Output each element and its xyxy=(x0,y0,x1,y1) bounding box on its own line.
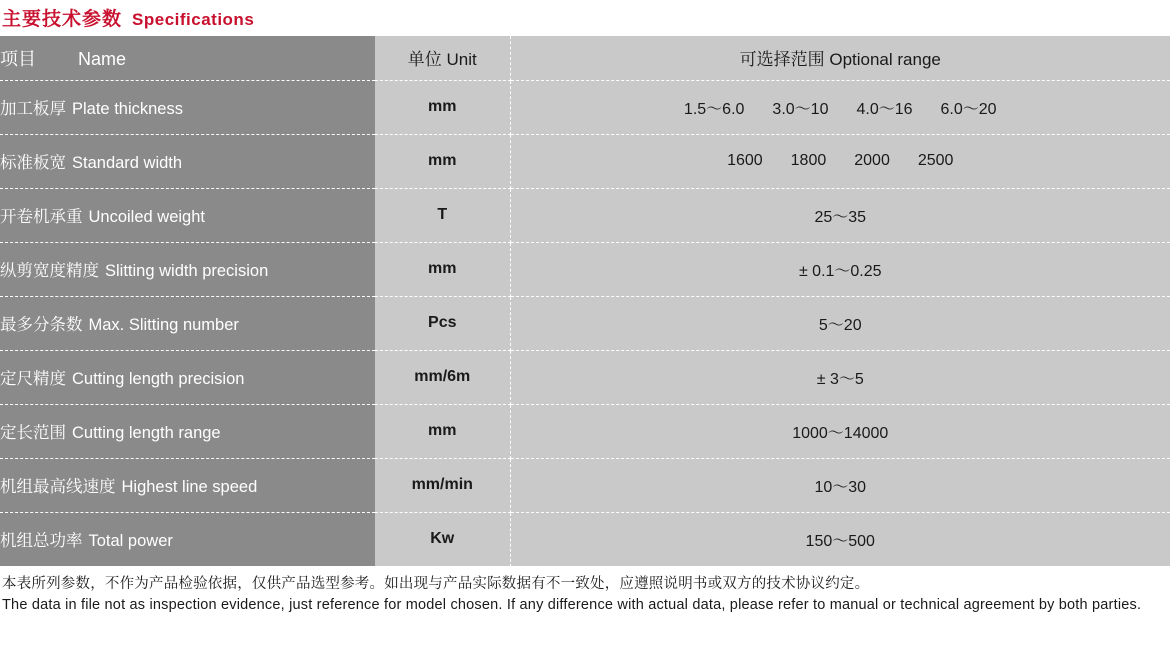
row-name-cn: 机组最高线速度 xyxy=(0,478,116,496)
row-name-cn: 标准板宽 xyxy=(0,154,66,172)
row-name-en: Uncoiled weight xyxy=(88,208,205,226)
range-value: 10～30 xyxy=(814,478,867,496)
table-row xyxy=(0,458,1170,512)
row-name-cn: 定长范围 xyxy=(0,424,66,442)
table-row xyxy=(0,350,1170,404)
table-row xyxy=(0,242,1170,296)
range-value: 25～35 xyxy=(814,208,867,226)
row-unit-cell: mm/6m xyxy=(375,350,510,404)
page-title-en: Specifications xyxy=(132,10,255,29)
row-unit-cell: T xyxy=(375,188,510,242)
header-range-en: Optional range xyxy=(829,50,941,70)
header-cell-range xyxy=(510,36,1170,80)
row-name-cell xyxy=(0,458,375,512)
range-value: 1000～14000 xyxy=(792,424,889,442)
row-name-en: Highest line speed xyxy=(121,478,258,496)
row-name-cn: 机组总功率 xyxy=(0,532,83,550)
range-value: ± 3～5 xyxy=(816,370,864,388)
row-name-en: Slitting width precision xyxy=(105,262,269,280)
header-name-cn: 项目 xyxy=(0,48,36,69)
table-row xyxy=(0,134,1170,188)
row-range-values xyxy=(511,152,1170,170)
table-row xyxy=(0,512,1170,566)
page-title-cn: 主要技术参数 xyxy=(2,9,123,30)
header-cell-unit xyxy=(375,36,510,80)
row-range-values xyxy=(511,258,1170,281)
range-value: 150～500 xyxy=(805,532,875,550)
row-name-en: Plate thickness xyxy=(72,100,183,118)
row-name-cn: 最多分条数 xyxy=(0,316,83,334)
row-name-cell xyxy=(0,80,375,134)
header-cell-name xyxy=(0,36,375,80)
row-range-values xyxy=(511,420,1170,443)
row-name-en: Cutting length range xyxy=(72,424,221,442)
header-range-cn: 可选择范围 xyxy=(739,50,825,70)
footnote xyxy=(0,567,1170,616)
row-range-cell xyxy=(510,350,1170,404)
row-unit-cell: mm/min xyxy=(375,458,510,512)
range-value: 1800 xyxy=(790,152,827,169)
row-range-cell xyxy=(510,80,1170,134)
row-range-cell xyxy=(510,188,1170,242)
row-name-cn: 加工板厚 xyxy=(0,100,66,118)
row-name-en: Cutting length precision xyxy=(72,370,245,388)
range-value: 2000 xyxy=(854,152,890,169)
range-value: 1600 xyxy=(727,152,763,169)
row-name-cell xyxy=(0,296,375,350)
row-range-values xyxy=(511,366,1170,389)
row-range-cell xyxy=(510,296,1170,350)
range-value: 3.0～10 xyxy=(772,100,829,118)
row-name-cn: 开卷机承重 xyxy=(0,208,83,226)
row-range-cell xyxy=(510,458,1170,512)
row-range-cell xyxy=(510,134,1170,188)
range-value: 6.0～20 xyxy=(940,100,997,118)
row-name-cell xyxy=(0,404,375,458)
table-row xyxy=(0,188,1170,242)
header-unit-en: Unit xyxy=(446,50,477,70)
row-name-cn: 纵剪宽度精度 xyxy=(0,262,99,280)
row-range-cell xyxy=(510,512,1170,566)
range-value: 5～20 xyxy=(818,316,862,334)
row-range-values xyxy=(511,474,1170,497)
row-name-cell xyxy=(0,134,375,188)
row-unit-cell: Pcs xyxy=(375,296,510,350)
range-value: ± 0.1～0.25 xyxy=(798,262,882,280)
row-unit-cell: mm xyxy=(375,242,510,296)
row-name-en: Standard width xyxy=(72,154,183,172)
page-title xyxy=(0,0,1170,36)
row-name-cell xyxy=(0,350,375,404)
table-body xyxy=(0,36,1170,566)
row-name-en: Max. Slitting number xyxy=(88,316,239,334)
row-name-cell xyxy=(0,188,375,242)
header-unit-cn: 单位 xyxy=(407,50,442,70)
range-value: 2500 xyxy=(917,152,954,169)
row-unit-cell: mm xyxy=(375,80,510,134)
row-name-en: Total power xyxy=(88,532,173,550)
header-name-en: Name xyxy=(78,48,127,69)
table-row xyxy=(0,296,1170,350)
row-range-cell xyxy=(510,404,1170,458)
row-unit-cell: mm xyxy=(375,134,510,188)
row-range-values xyxy=(511,96,1170,119)
table-row xyxy=(0,404,1170,458)
row-range-values xyxy=(511,528,1170,551)
row-name-cell xyxy=(0,512,375,566)
row-name-cell xyxy=(0,242,375,296)
row-unit-cell: Kw xyxy=(375,512,510,566)
row-range-values xyxy=(511,312,1170,335)
footnote-cn: 本表所列参数，不作为产品检验依据，仅供产品选型参考。如出现与产品实际数据有不一致处，应遵照说明书或双方的技术协议约定。 xyxy=(2,575,870,592)
row-range-cell xyxy=(510,242,1170,296)
range-value: 1.5～6.0 xyxy=(683,100,745,118)
row-unit-cell: mm xyxy=(375,404,510,458)
table-row xyxy=(0,80,1170,134)
specifications-table xyxy=(0,36,1170,567)
footnote-en: The data in file not as inspection evidence, just reference for model chosen. If any difference with actual data, please refer to manual or technical agreement by both parties. xyxy=(2,597,1142,614)
row-name-cn: 定尺精度 xyxy=(0,370,66,388)
range-value: 4.0～16 xyxy=(856,100,913,118)
row-range-values xyxy=(511,204,1170,227)
table-header-row xyxy=(0,36,1170,80)
